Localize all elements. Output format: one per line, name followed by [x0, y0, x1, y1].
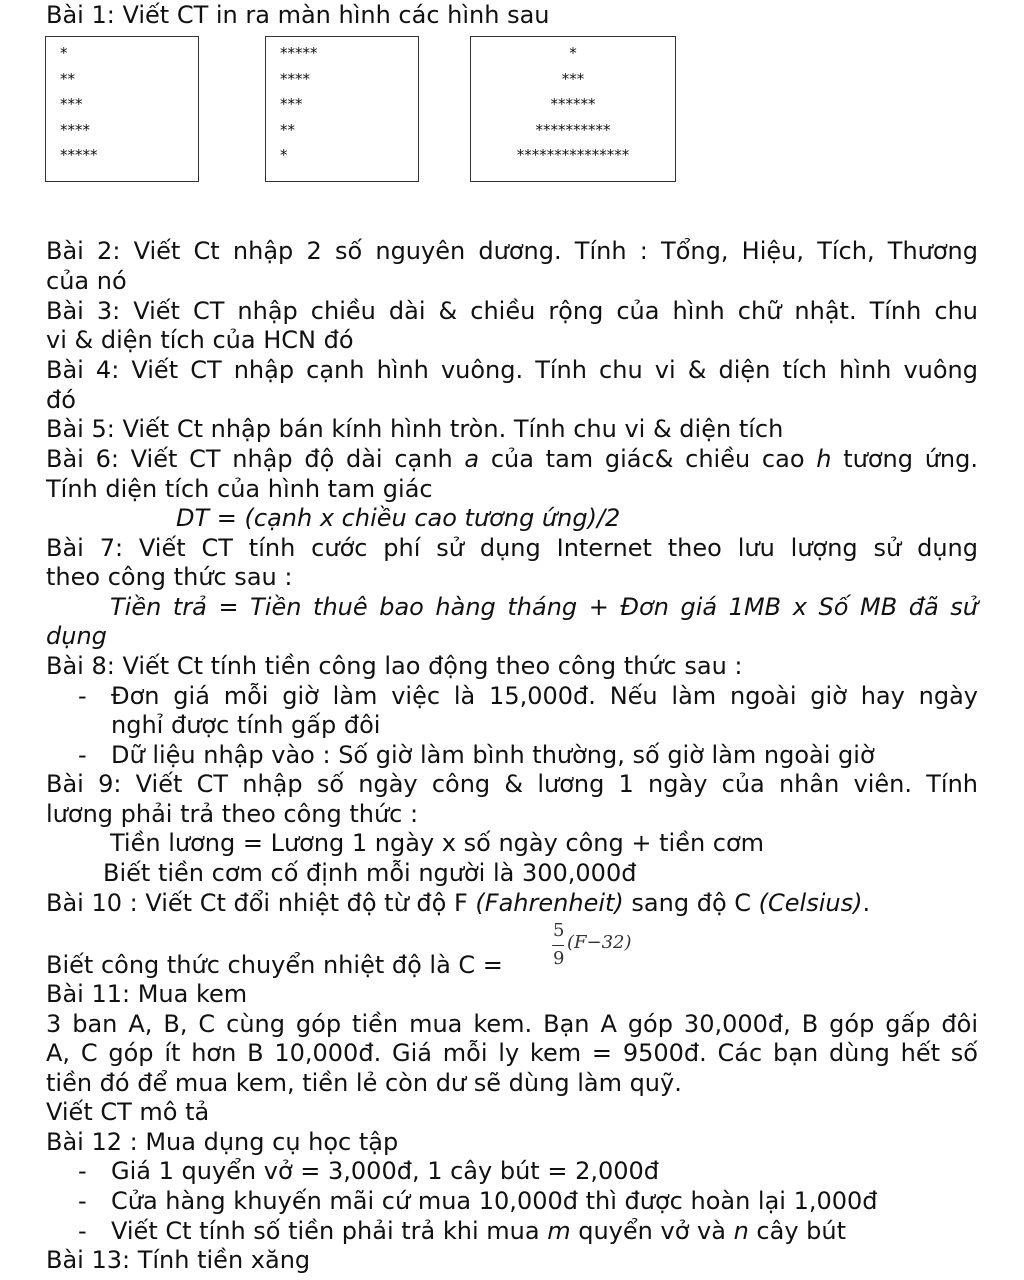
pattern-row: ******	[550, 95, 596, 113]
bai11-line2: A, C góp ít hơn B 10,000đ. Giá mỗi ly kem = 9500đ. Các bạn dùng hết số	[46, 1039, 978, 1067]
bai9-line1: Bài 9: Viết CT nhập số ngày công & lương 1 ngày của nhân viên. Tính	[46, 770, 978, 798]
bai10-formula-label: Biết công thức chuyển nhiệt độ là C =	[46, 951, 503, 979]
bai5-line: Bài 5: Viết Ct nhập bán kính hình tròn. Tính chu vi & diện tích	[46, 415, 784, 443]
pattern-row: **	[60, 69, 75, 88]
fraction-numerator: 5	[553, 920, 565, 941]
bai7-line2: theo công thức sau :	[46, 563, 293, 591]
bai11-title: Bài 11: Mua kem	[46, 980, 248, 1008]
fraction-denominator: 9	[553, 948, 565, 969]
bai7-formula-line1: Tiền trả = Tiền thuê bao hàng tháng + Đơn giá 1MB x Số MB đã sử	[110, 593, 978, 621]
bai11-line1: 3 ban A, B, C cùng góp tiền mua kem. Bạn A góp 30,000đ, B góp gấp đôi	[46, 1010, 978, 1038]
bai13-title: Bài 13: Tính tiền xăng	[46, 1246, 311, 1274]
bai1-title: Bài 1: Viết CT in ra màn hình các hình sau	[46, 1, 550, 29]
bai6-formula: DT = (cạnh x chiều cao tương ứng)/2	[176, 504, 621, 532]
bai12-title: Bài 12 : Mua dụng cụ học tập	[46, 1128, 399, 1156]
bullet-dash: -	[78, 741, 87, 769]
pattern-row: *	[280, 146, 288, 164]
bai3-line1: Bài 3: Viết CT nhập chiều dài & chiều rộng của hình chữ nhật. Tính chu	[46, 297, 978, 325]
pattern-row: **	[280, 120, 295, 139]
pattern-row: ***	[280, 95, 303, 113]
bai8-bullet2: Dữ liệu nhập vào : Số giờ làm bình thường, số giờ làm ngoài giờ	[111, 741, 875, 769]
bullet-dash: -	[78, 1217, 87, 1245]
pattern-box-pyramid	[470, 36, 676, 182]
bai4-line2: đó	[46, 386, 76, 414]
bai9-note: Biết tiền cơm cố định mỗi người là 300,000đ	[103, 859, 637, 887]
bai12-bullet3: Viết Ct tính số tiền phải trả khi mua m quyển vở và n cây bút	[111, 1217, 847, 1245]
bai2-line1: Bài 2: Viết Ct nhập 2 số nguyên dương. Tính : Tổng, Hiệu, Tích, Thương	[46, 237, 978, 265]
pattern-box-right-triangle	[45, 36, 199, 182]
pattern-row: **********	[535, 120, 611, 139]
bullet-dash: -	[78, 1157, 87, 1185]
bai11-line4: Viết CT mô tả	[46, 1098, 210, 1126]
bai6-line1: Bài 6: Viết CT nhập độ dài cạnh a của tam giác& chiều cao h tương ứng.	[46, 445, 978, 473]
bullet-dash: -	[78, 1187, 87, 1215]
pattern-row: ***	[561, 69, 585, 88]
pattern-box-inverted-triangle	[265, 36, 419, 182]
bai11-line3: tiền đó để mua kem, tiền lẻ còn dư sẽ dùng làm quỹ.	[46, 1069, 682, 1097]
pattern-row: *****	[280, 44, 318, 62]
fraction-bar	[552, 945, 564, 946]
bullet-dash: -	[78, 682, 87, 710]
pattern-row: ****	[280, 69, 310, 88]
bai12-bullet1: Giá 1 quyển vở = 3,000đ, 1 cây bút = 2,000đ	[111, 1157, 660, 1185]
bai4-line1: Bài 4: Viết CT nhập cạnh hình vuông. Tính chu vi & diện tích hình vuông	[46, 356, 978, 384]
bai8-line1: Bài 8: Viết Ct tính tiền công lao động theo công thức sau :	[46, 652, 743, 680]
bai7-formula-line2: dụng	[46, 622, 107, 650]
bai3-line2: vi & diện tích của HCN đó	[46, 326, 354, 354]
pattern-row: *****	[60, 146, 98, 164]
pattern-row: ***	[60, 95, 83, 113]
bai6-line2: Tính diện tích của hình tam giác	[46, 475, 433, 503]
bai12-bullet2: Cửa hàng khuyến mãi cứ mua 10,000đ thì được hoàn lại 1,000đ	[111, 1187, 878, 1215]
bai10-line1: Bài 10 : Viết Ct đổi nhiệt độ từ độ F (Fahrenheit) sang độ C (Celsius).	[46, 889, 871, 917]
bai9-line2: lương phải trả theo công thức :	[46, 800, 419, 828]
bai9-formula: Tiền lương = Lương 1 ngày x số ngày công + tiền cơm	[110, 829, 765, 857]
pattern-row: ***************	[516, 146, 630, 164]
pattern-row: ****	[60, 120, 90, 139]
bai7-line1: Bài 7: Viết CT tính cước phí sử dụng Internet theo lưu lượng sử dụng	[46, 534, 978, 562]
bai2-line2: của nó	[46, 267, 127, 295]
bai8-bullet1-line2: nghỉ được tính gấp đôi	[111, 711, 381, 739]
pattern-row: *	[60, 44, 68, 62]
fraction-expression: (F−32)	[567, 932, 632, 953]
pattern-row: *	[569, 44, 577, 62]
bai8-bullet1-line1: Đơn giá mỗi giờ làm việc là 15,000đ. Nếu làm ngoài giờ hay ngày	[111, 682, 978, 710]
